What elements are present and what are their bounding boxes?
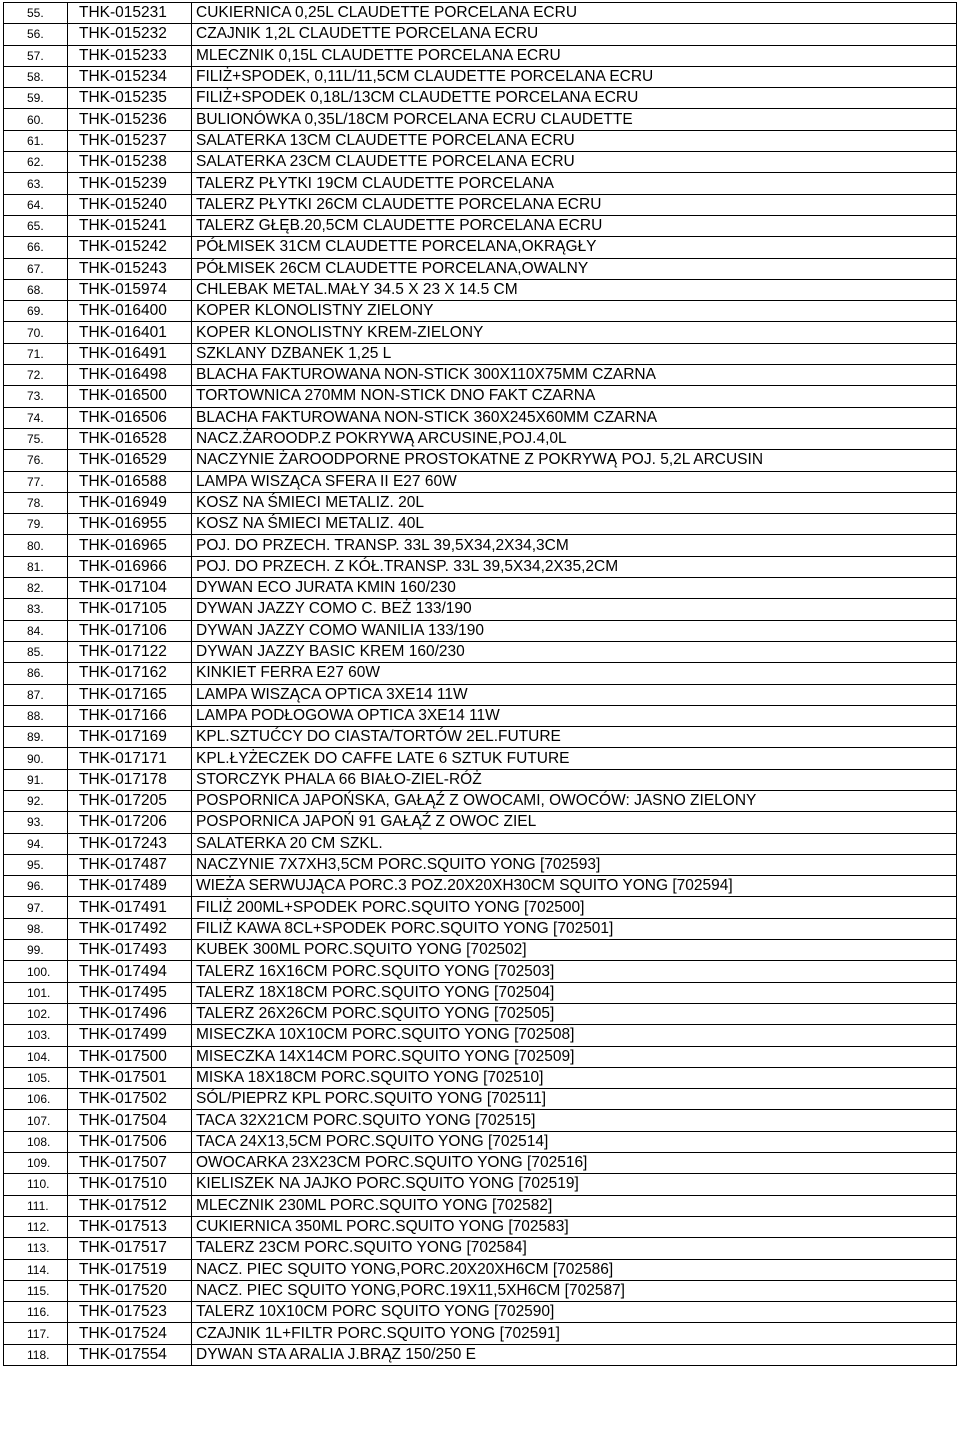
product-name: MISECZKA 10X10CM PORC.SQUITO YONG [702508] [192, 1025, 957, 1046]
product-name: KOSZ NA ŚMIECI METALIZ. 20L [192, 492, 957, 513]
product-name: TACA 24X13,5CM PORC.SQUITO YONG [702514] [192, 1131, 957, 1152]
product-code: THK-017554 [68, 1344, 192, 1365]
row-number: 106. [4, 1089, 68, 1110]
row-number: 102. [4, 1003, 68, 1024]
row-number: 98. [4, 918, 68, 939]
product-code: THK-017104 [68, 578, 192, 599]
table-row [4, 812, 957, 833]
row-number: 91. [4, 769, 68, 790]
row-number: 57. [4, 45, 68, 66]
row-number: 55. [4, 3, 68, 24]
table-row [4, 663, 957, 684]
row-number: 68. [4, 279, 68, 300]
product-name: DYWAN ECO JURATA KMIN 160/230 [192, 578, 957, 599]
table-row [4, 876, 957, 897]
table-row [4, 45, 957, 66]
product-name: NACZYNIE 7X7XH3,5CM PORC.SQUITO YONG [702593] [192, 854, 957, 875]
table-row [4, 365, 957, 386]
row-number: 56. [4, 24, 68, 45]
row-number: 104. [4, 1046, 68, 1067]
product-name: FILIŻ 200ML+SPODEK PORC.SQUITO YONG [702500] [192, 897, 957, 918]
product-code: THK-017523 [68, 1302, 192, 1323]
row-number: 117. [4, 1323, 68, 1344]
table-row [4, 88, 957, 109]
product-name: CZAJNIK 1L+FILTR PORC.SQUITO YONG [702591] [192, 1323, 957, 1344]
product-code: THK-016949 [68, 492, 192, 513]
product-table-body [4, 3, 957, 1366]
row-number: 115. [4, 1280, 68, 1301]
table-row [4, 514, 957, 535]
row-number: 69. [4, 301, 68, 322]
product-name: PÓŁMISEK 26CM CLAUDETTE PORCELANA,OWALNY [192, 258, 957, 279]
product-code: THK-017496 [68, 1003, 192, 1024]
product-name: LAMPA WISZĄCA SFERA II E27 60W [192, 471, 957, 492]
product-code: THK-017106 [68, 620, 192, 641]
row-number: 89. [4, 727, 68, 748]
product-name: KPL.ŁYŻECZEK DO CAFFE LATE 6 SZTUK FUTURE [192, 748, 957, 769]
product-name: LAMPA WISZĄCA OPTICA 3XE14 11W [192, 684, 957, 705]
row-number: 79. [4, 514, 68, 535]
table-row [4, 194, 957, 215]
product-name: KUBEK 300ML PORC.SQUITO YONG [702502] [192, 940, 957, 961]
table-row [4, 1025, 957, 1046]
table-row [4, 641, 957, 662]
row-number: 71. [4, 343, 68, 364]
row-number: 84. [4, 620, 68, 641]
row-number: 110. [4, 1174, 68, 1195]
product-name: BULIONÓWKA 0,35L/18CM PORCELANA ECRU CLAUDETTE [192, 109, 957, 130]
product-code: THK-017524 [68, 1323, 192, 1344]
product-name: TACA 32X21CM PORC.SQUITO YONG [702515] [192, 1110, 957, 1131]
product-name: POJ. DO PRZECH. TRANSP. 33L 39,5X34,2X34,3CM [192, 535, 957, 556]
product-name: DYWAN JAZZY COMO WANILIA 133/190 [192, 620, 957, 641]
product-code: THK-016529 [68, 450, 192, 471]
product-name: TALERZ 10X10CM PORC SQUITO YONG [702590] [192, 1302, 957, 1323]
product-table [3, 2, 957, 1366]
row-number: 116. [4, 1302, 68, 1323]
product-name: CUKIERNICA 350ML PORC.SQUITO YONG [702583] [192, 1216, 957, 1237]
table-row [4, 492, 957, 513]
product-code: THK-017492 [68, 918, 192, 939]
row-number: 101. [4, 982, 68, 1003]
product-code: THK-017206 [68, 812, 192, 833]
table-row [4, 1323, 957, 1344]
table-row [4, 854, 957, 875]
table-row [4, 1238, 957, 1259]
product-code: THK-017507 [68, 1153, 192, 1174]
product-code: THK-017512 [68, 1195, 192, 1216]
product-code: THK-015243 [68, 258, 192, 279]
product-name: KIELISZEK NA JAJKO PORC.SQUITO YONG [702519] [192, 1174, 957, 1195]
row-number: 83. [4, 599, 68, 620]
table-row [4, 1280, 957, 1301]
product-name: TALERZ PŁYTKI 26CM CLAUDETTE PORCELANA ECRU [192, 194, 957, 215]
row-number: 105. [4, 1067, 68, 1088]
product-code: THK-017493 [68, 940, 192, 961]
table-row [4, 620, 957, 641]
product-code: THK-016955 [68, 514, 192, 535]
row-number: 82. [4, 578, 68, 599]
row-number: 114. [4, 1259, 68, 1280]
product-code: THK-015974 [68, 279, 192, 300]
product-code: THK-017501 [68, 1067, 192, 1088]
table-row [4, 3, 957, 24]
product-code: THK-017243 [68, 833, 192, 854]
product-name: POJ. DO PRZECH. Z KÓŁ.TRANSP. 33L 39,5X34,2X35,2CM [192, 556, 957, 577]
table-row [4, 343, 957, 364]
product-name: POSPORNICA JAPOŃ 91 GAŁĄŹ Z OWOC ZIEL [192, 812, 957, 833]
row-number: 64. [4, 194, 68, 215]
product-name: SÓL/PIEPRZ KPL PORC.SQUITO YONG [702511] [192, 1089, 957, 1110]
table-row [4, 940, 957, 961]
product-name: DYWAN STA ARALIA J.BRĄZ 150/250 E [192, 1344, 957, 1365]
table-row [4, 833, 957, 854]
product-name: OWOCARKA 23X23CM PORC.SQUITO YONG [702516] [192, 1153, 957, 1174]
product-code: THK-015242 [68, 237, 192, 258]
product-code: THK-016588 [68, 471, 192, 492]
product-name: SALATERKA 23CM CLAUDETTE PORCELANA ECRU [192, 152, 957, 173]
row-number: 85. [4, 641, 68, 662]
product-code: THK-015239 [68, 173, 192, 194]
product-code: THK-017517 [68, 1238, 192, 1259]
table-row [4, 109, 957, 130]
product-name: CUKIERNICA 0,25L CLAUDETTE PORCELANA ECRU [192, 3, 957, 24]
table-row [4, 535, 957, 556]
product-name: SALATERKA 20 CM SZKL. [192, 833, 957, 854]
product-name: TALERZ 23CM PORC.SQUITO YONG [702584] [192, 1238, 957, 1259]
product-name: TALERZ 16X16CM PORC.SQUITO YONG [702503] [192, 961, 957, 982]
product-name: WIEŻA SERWUJĄCA PORC.3 POZ.20X20XH30CM SQUITO YONG [702594] [192, 876, 957, 897]
table-row [4, 748, 957, 769]
product-name: MISECZKA 14X14CM PORC.SQUITO YONG [702509] [192, 1046, 957, 1067]
product-code: THK-017506 [68, 1131, 192, 1152]
product-name: TALERZ 18X18CM PORC.SQUITO YONG [702504] [192, 982, 957, 1003]
product-name: NACZ. PIEC SQUITO YONG,PORC.19X11,5XH6CM [702587] [192, 1280, 957, 1301]
row-number: 78. [4, 492, 68, 513]
table-row [4, 684, 957, 705]
row-number: 100. [4, 961, 68, 982]
table-row [4, 1153, 957, 1174]
row-number: 107. [4, 1110, 68, 1131]
row-number: 111. [4, 1195, 68, 1216]
row-number: 61. [4, 130, 68, 151]
product-code: THK-017162 [68, 663, 192, 684]
product-code: THK-016401 [68, 322, 192, 343]
row-number: 88. [4, 705, 68, 726]
product-name: FILIŻ+SPODEK, 0,11L/11,5CM CLAUDETTE PORCELANA ECRU [192, 66, 957, 87]
table-row [4, 407, 957, 428]
row-number: 113. [4, 1238, 68, 1259]
product-code: THK-015236 [68, 109, 192, 130]
row-number: 109. [4, 1153, 68, 1174]
product-code: THK-015232 [68, 24, 192, 45]
product-code: THK-017502 [68, 1089, 192, 1110]
row-number: 118. [4, 1344, 68, 1365]
product-code: THK-017205 [68, 790, 192, 811]
product-code: THK-017510 [68, 1174, 192, 1195]
product-code: THK-017499 [68, 1025, 192, 1046]
product-name: TORTOWNICA 270MM NON-STICK DNO FAKT CZARNA [192, 386, 957, 407]
table-row [4, 152, 957, 173]
table-row [4, 130, 957, 151]
row-number: 94. [4, 833, 68, 854]
row-number: 58. [4, 66, 68, 87]
product-code: THK-017500 [68, 1046, 192, 1067]
table-row [4, 769, 957, 790]
table-row [4, 982, 957, 1003]
table-row [4, 279, 957, 300]
product-code: THK-017494 [68, 961, 192, 982]
row-number: 77. [4, 471, 68, 492]
table-row [4, 1046, 957, 1067]
row-number: 76. [4, 450, 68, 471]
product-name: KOSZ NA ŚMIECI METALIZ. 40L [192, 514, 957, 535]
row-number: 81. [4, 556, 68, 577]
row-number: 63. [4, 173, 68, 194]
product-code: THK-016965 [68, 535, 192, 556]
product-code: THK-016506 [68, 407, 192, 428]
product-code: THK-016500 [68, 386, 192, 407]
table-row [4, 1344, 957, 1365]
row-number: 86. [4, 663, 68, 684]
product-name: PÓŁMISEK 31CM CLAUDETTE PORCELANA,OKRĄGŁY [192, 237, 957, 258]
row-number: 92. [4, 790, 68, 811]
product-name: BLACHA FAKTUROWANA NON-STICK 300X110X75MM CZARNA [192, 365, 957, 386]
table-row [4, 24, 957, 45]
row-number: 75. [4, 428, 68, 449]
row-number: 95. [4, 854, 68, 875]
product-code: THK-017165 [68, 684, 192, 705]
product-code: THK-017495 [68, 982, 192, 1003]
product-name: LAMPA PODŁOGOWA OPTICA 3XE14 11W [192, 705, 957, 726]
table-row [4, 173, 957, 194]
row-number: 108. [4, 1131, 68, 1152]
table-row [4, 1216, 957, 1237]
table-row [4, 705, 957, 726]
product-code: THK-015238 [68, 152, 192, 173]
product-code: THK-016966 [68, 556, 192, 577]
product-name: DYWAN JAZZY BASIC KREM 160/230 [192, 641, 957, 662]
table-row [4, 215, 957, 236]
table-row [4, 961, 957, 982]
product-code: THK-016491 [68, 343, 192, 364]
table-row [4, 1302, 957, 1323]
row-number: 90. [4, 748, 68, 769]
row-number: 67. [4, 258, 68, 279]
product-code: THK-017178 [68, 769, 192, 790]
product-name: NACZ.ŻAROODP.Z POKRYWĄ ARCUSINE,POJ.4,0L [192, 428, 957, 449]
product-name: POSPORNICA JAPOŃSKA, GAŁĄŹ Z OWOCAMI, OWOCÓW: JASNO ZIELONY [192, 790, 957, 811]
product-code: THK-017491 [68, 897, 192, 918]
table-row [4, 1003, 957, 1024]
table-row [4, 386, 957, 407]
table-row [4, 1174, 957, 1195]
product-name: BLACHA FAKTUROWANA NON-STICK 360X245X60MM CZARNA [192, 407, 957, 428]
product-code: THK-015240 [68, 194, 192, 215]
product-code: THK-016400 [68, 301, 192, 322]
row-number: 72. [4, 365, 68, 386]
product-code: THK-015237 [68, 130, 192, 151]
product-code: THK-016528 [68, 428, 192, 449]
product-name: CZAJNIK 1,2L CLAUDETTE PORCELANA ECRU [192, 24, 957, 45]
product-code: THK-016498 [68, 365, 192, 386]
product-code: THK-017122 [68, 641, 192, 662]
table-row [4, 918, 957, 939]
row-number: 70. [4, 322, 68, 343]
product-code: THK-017504 [68, 1110, 192, 1131]
product-code: THK-015241 [68, 215, 192, 236]
row-number: 96. [4, 876, 68, 897]
product-code: THK-017171 [68, 748, 192, 769]
table-row [4, 1195, 957, 1216]
table-row [4, 66, 957, 87]
table-row [4, 1110, 957, 1131]
product-code: THK-017489 [68, 876, 192, 897]
table-row [4, 258, 957, 279]
row-number: 62. [4, 152, 68, 173]
row-number: 65. [4, 215, 68, 236]
product-name: NACZ. PIEC SQUITO YONG,PORC.20X20XH6CM [702586] [192, 1259, 957, 1280]
table-row [4, 301, 957, 322]
product-code: THK-017513 [68, 1216, 192, 1237]
product-name: KOPER KLONOLISTNY KREM-ZIELONY [192, 322, 957, 343]
product-name: MLECZNIK 230ML PORC.SQUITO YONG [702582] [192, 1195, 957, 1216]
table-row [4, 727, 957, 748]
product-name: KOPER KLONOLISTNY ZIELONY [192, 301, 957, 322]
row-number: 60. [4, 109, 68, 130]
row-number: 103. [4, 1025, 68, 1046]
product-code: THK-015233 [68, 45, 192, 66]
table-row [4, 790, 957, 811]
table-row [4, 599, 957, 620]
product-name: SZKLANY DZBANEK 1,25 L [192, 343, 957, 364]
product-name: TALERZ GŁĘB.20,5CM CLAUDETTE PORCELANA ECRU [192, 215, 957, 236]
product-code: THK-017519 [68, 1259, 192, 1280]
product-name: TALERZ PŁYTKI 19CM CLAUDETTE PORCELANA [192, 173, 957, 194]
row-number: 112. [4, 1216, 68, 1237]
product-name: KINKIET FERRA E27 60W [192, 663, 957, 684]
product-code: THK-015231 [68, 3, 192, 24]
table-row [4, 1131, 957, 1152]
table-row [4, 1089, 957, 1110]
product-code: THK-015235 [68, 88, 192, 109]
row-number: 66. [4, 237, 68, 258]
product-name: MISKA 18X18CM PORC.SQUITO YONG [702510] [192, 1067, 957, 1088]
table-row [4, 471, 957, 492]
table-row [4, 1259, 957, 1280]
product-code: THK-017169 [68, 727, 192, 748]
row-number: 93. [4, 812, 68, 833]
product-name: TALERZ 26X26CM PORC.SQUITO YONG [702505] [192, 1003, 957, 1024]
table-row [4, 322, 957, 343]
table-row [4, 237, 957, 258]
row-number: 87. [4, 684, 68, 705]
product-code: THK-015234 [68, 66, 192, 87]
row-number: 80. [4, 535, 68, 556]
table-row [4, 897, 957, 918]
product-name: KPL.SZTUĆCY DO CIASTA/TORTÓW 2EL.FUTURE [192, 727, 957, 748]
row-number: 73. [4, 386, 68, 407]
product-name: NACZYNIE ŻAROODPORNE PROSTOKATNE Z POKRYWĄ POJ. 5,2L ARCUSIN [192, 450, 957, 471]
product-code: THK-017166 [68, 705, 192, 726]
table-row [4, 578, 957, 599]
product-name: STORCZYK PHALA 66 BIAŁO-ZIEL-RÓŻ [192, 769, 957, 790]
product-name: SALATERKA 13CM CLAUDETTE PORCELANA ECRU [192, 130, 957, 151]
product-code: THK-017520 [68, 1280, 192, 1301]
row-number: 59. [4, 88, 68, 109]
product-name: CHLEBAK METAL.MAŁY 34.5 X 23 X 14.5 CM [192, 279, 957, 300]
product-name: FILIŻ KAWA 8CL+SPODEK PORC.SQUITO YONG [702501] [192, 918, 957, 939]
table-row [4, 556, 957, 577]
product-code: THK-017105 [68, 599, 192, 620]
product-name: DYWAN JAZZY COMO C. BEŻ 133/190 [192, 599, 957, 620]
product-name: FILIŻ+SPODEK 0,18L/13CM CLAUDETTE PORCELANA ECRU [192, 88, 957, 109]
row-number: 99. [4, 940, 68, 961]
table-row [4, 1067, 957, 1088]
product-code: THK-017487 [68, 854, 192, 875]
row-number: 74. [4, 407, 68, 428]
product-name: MLECZNIK 0,15L CLAUDETTE PORCELANA ECRU [192, 45, 957, 66]
row-number: 97. [4, 897, 68, 918]
table-row [4, 428, 957, 449]
table-row [4, 450, 957, 471]
